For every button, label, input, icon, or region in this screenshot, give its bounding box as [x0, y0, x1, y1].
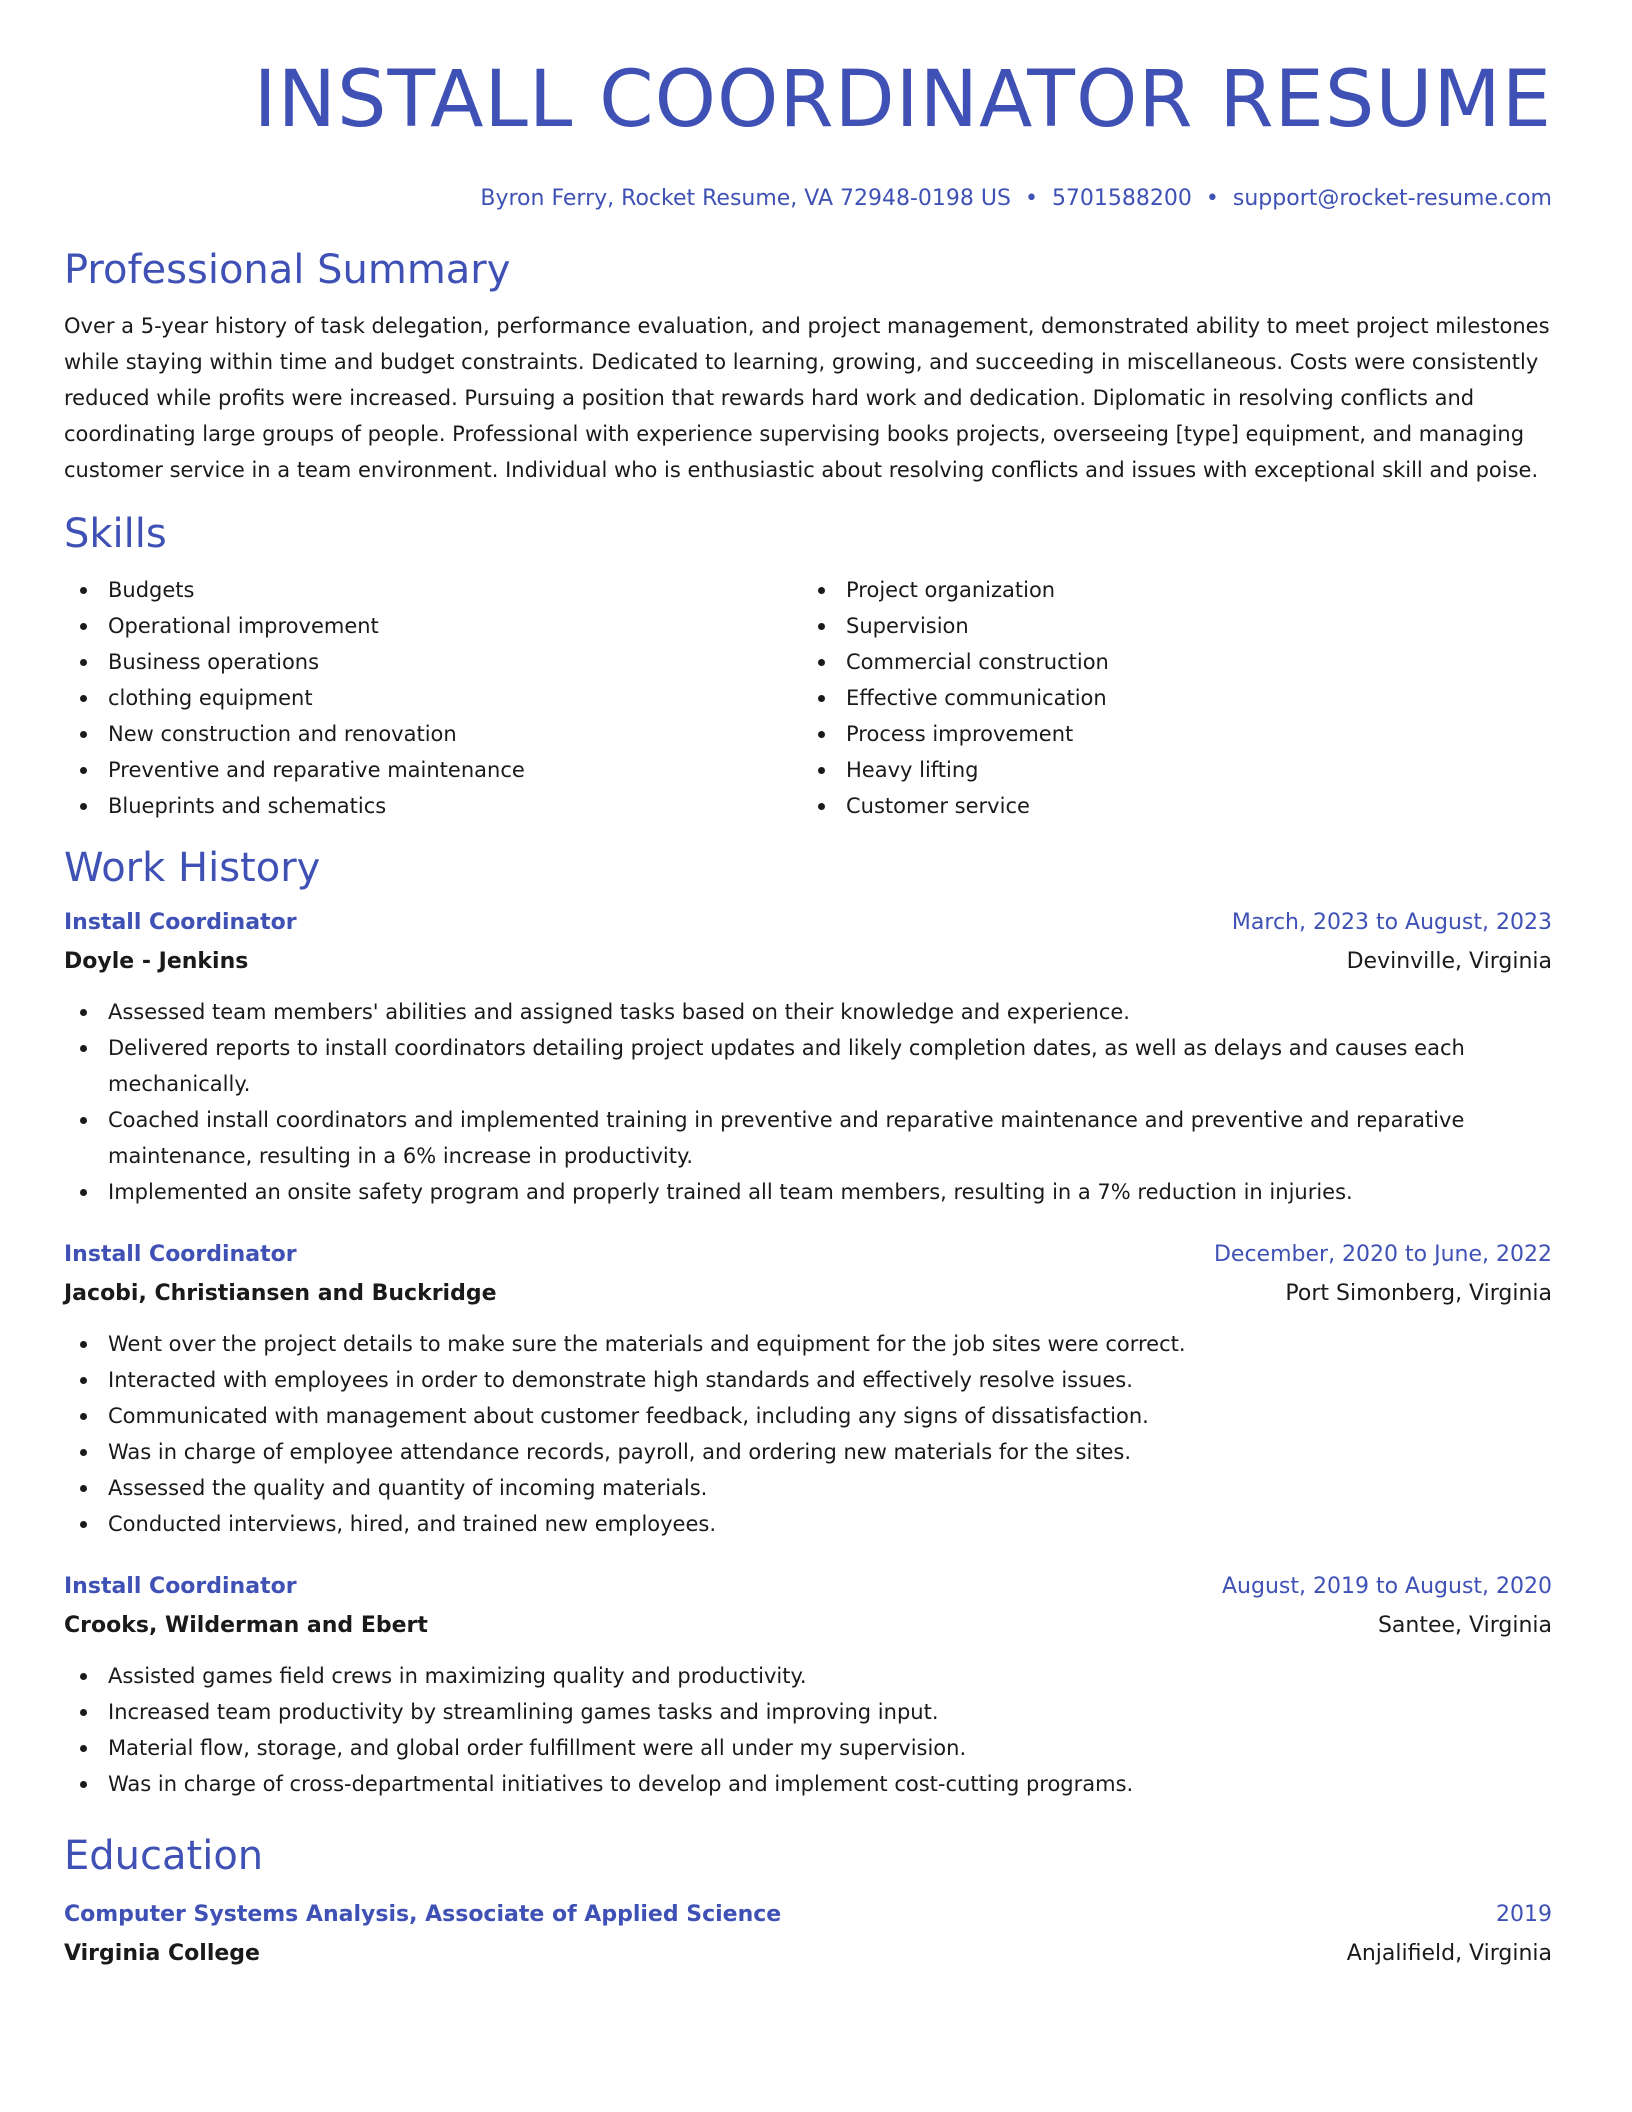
job-bullet: Communicated with management about customer feedback, including any signs of dissatisfaction.: [64, 1398, 1552, 1434]
degree-title: Computer Systems Analysis, Associate of Applied Science: [64, 1902, 782, 1927]
contact-address: Byron Ferry, Rocket Resume, VA 72948-0198 US: [480, 186, 1011, 211]
skill-item: Project organization: [802, 572, 1540, 608]
summary-text: Over a 5-year history of task delegation, performance evaluation, and project management, demonstrated ability to meet project milestones while staying within time and budget constraints. Dedicated to learning, growing, and succeeding in miscellaneous. Costs were consistently reduced while profits were increased. Pursuing a position that rewards hard work and dedication. Diplomatic in resolving conflicts and coordinating large groups of people. Professional with experience supervising books projects, overseeing [type] equipment, and managing customer service in a team environment. Individual who is enthusiastic about resolving conflicts and issues with exceptional skill and poise.: [64, 314, 1550, 482]
skill-item: Blueprints and schematics: [64, 788, 802, 824]
job-location: Santee, Virginia: [1377, 1613, 1552, 1638]
skill-item: New construction and renovation: [64, 716, 802, 752]
skills-heading: Skills: [64, 511, 167, 557]
contact-separator: •: [1205, 186, 1219, 211]
contact-email: support@rocket-resume.com: [1232, 186, 1552, 211]
job-bullet: Coached install coordinators and implemented training in preventive and reparative maintenance and preventive and reparative maintenance, resulting in a 6% increase in productivity.: [64, 1102, 1552, 1174]
skill-item: clothing equipment: [64, 680, 802, 716]
job-entry: [64, 1568, 1552, 1802]
job-bullets: [64, 1658, 1552, 1802]
job-bullet: Implemented an onsite safety program and properly trained all team members, resulting in a 7% reduction in injuries.: [64, 1174, 1552, 1210]
job-bullets: [64, 994, 1552, 1210]
school-name: Virginia College: [64, 1941, 260, 1966]
skill-item: Effective communication: [802, 680, 1540, 716]
job-bullet: Assisted games field crews in maximizing quality and productivity.: [64, 1658, 1552, 1694]
skills-column-right: [802, 572, 1540, 824]
company-name: Doyle - Jenkins: [64, 949, 249, 974]
contact-separator: •: [1024, 186, 1038, 211]
skill-item: Budgets: [64, 572, 802, 608]
skill-item: Heavy lifting: [802, 752, 1540, 788]
job-location: Port Simonberg, Virginia: [1285, 1281, 1552, 1306]
job-bullet: Material flow, storage, and global order fulfillment were all under my supervision.: [64, 1730, 1552, 1766]
skill-item: Business operations: [64, 644, 802, 680]
skill-item: Operational improvement: [64, 608, 802, 644]
education-heading: Education: [64, 1833, 264, 1879]
skill-item: Supervision: [802, 608, 1540, 644]
summary-heading: Professional Summary: [64, 247, 511, 293]
job-title: Install Coordinator: [64, 1574, 297, 1599]
resume-title: INSTALL COORDINATOR RESUME: [253, 55, 1552, 145]
job-bullet: Went over the project details to make sure the materials and equipment for the job sites were correct.: [64, 1326, 1552, 1362]
job-bullet: Conducted interviews, hired, and trained new employees.: [64, 1506, 1552, 1542]
skill-item: Process improvement: [802, 716, 1540, 752]
company-name: Jacobi, Christiansen and Buckridge: [64, 1281, 497, 1306]
job-bullet: Assessed the quality and quantity of incoming materials.: [64, 1470, 1552, 1506]
job-dates: December, 2020 to June, 2022: [1213, 1242, 1552, 1267]
job-bullets: [64, 1326, 1552, 1542]
contact-phone: 5701588200: [1051, 186, 1192, 211]
job-title: Install Coordinator: [64, 1242, 297, 1267]
skills-column-left: [64, 572, 802, 824]
job-location: Devinville, Virginia: [1346, 949, 1552, 974]
graduation-year: 2019: [1496, 1902, 1552, 1927]
company-name: Crooks, Wilderman and Ebert: [64, 1613, 428, 1638]
work-history-heading: Work History: [64, 845, 321, 891]
job-entry: [64, 904, 1552, 1210]
job-bullet: Increased team productivity by streamlining games tasks and improving input.: [64, 1694, 1552, 1730]
job-bullet: Was in charge of employee attendance records, payroll, and ordering new materials for the sites.: [64, 1434, 1552, 1470]
job-bullet: Was in charge of cross-departmental initiatives to develop and implement cost-cutting programs.: [64, 1766, 1552, 1802]
job-entry: [64, 1236, 1552, 1542]
skill-item: Preventive and reparative maintenance: [64, 752, 802, 788]
skill-item: Customer service: [802, 788, 1540, 824]
skill-item: Commercial construction: [802, 644, 1540, 680]
contact-line: [64, 184, 1552, 214]
job-dates: August, 2019 to August, 2020: [1222, 1574, 1552, 1599]
job-dates: March, 2023 to August, 2023: [1231, 910, 1552, 935]
job-bullet: Delivered reports to install coordinators detailing project updates and likely completion dates, as well as delays and causes each mechanically.: [64, 1030, 1552, 1102]
skills-list: [64, 572, 1552, 824]
job-title: Install Coordinator: [64, 910, 297, 935]
job-bullet: Interacted with employees in order to demonstrate high standards and effectively resolve issues.: [64, 1362, 1552, 1398]
school-location: Anjalifield, Virginia: [1346, 1941, 1552, 1966]
education-entry: [64, 1896, 1552, 1974]
job-bullet: Assessed team members' abilities and assigned tasks based on their knowledge and experience.: [64, 994, 1552, 1030]
